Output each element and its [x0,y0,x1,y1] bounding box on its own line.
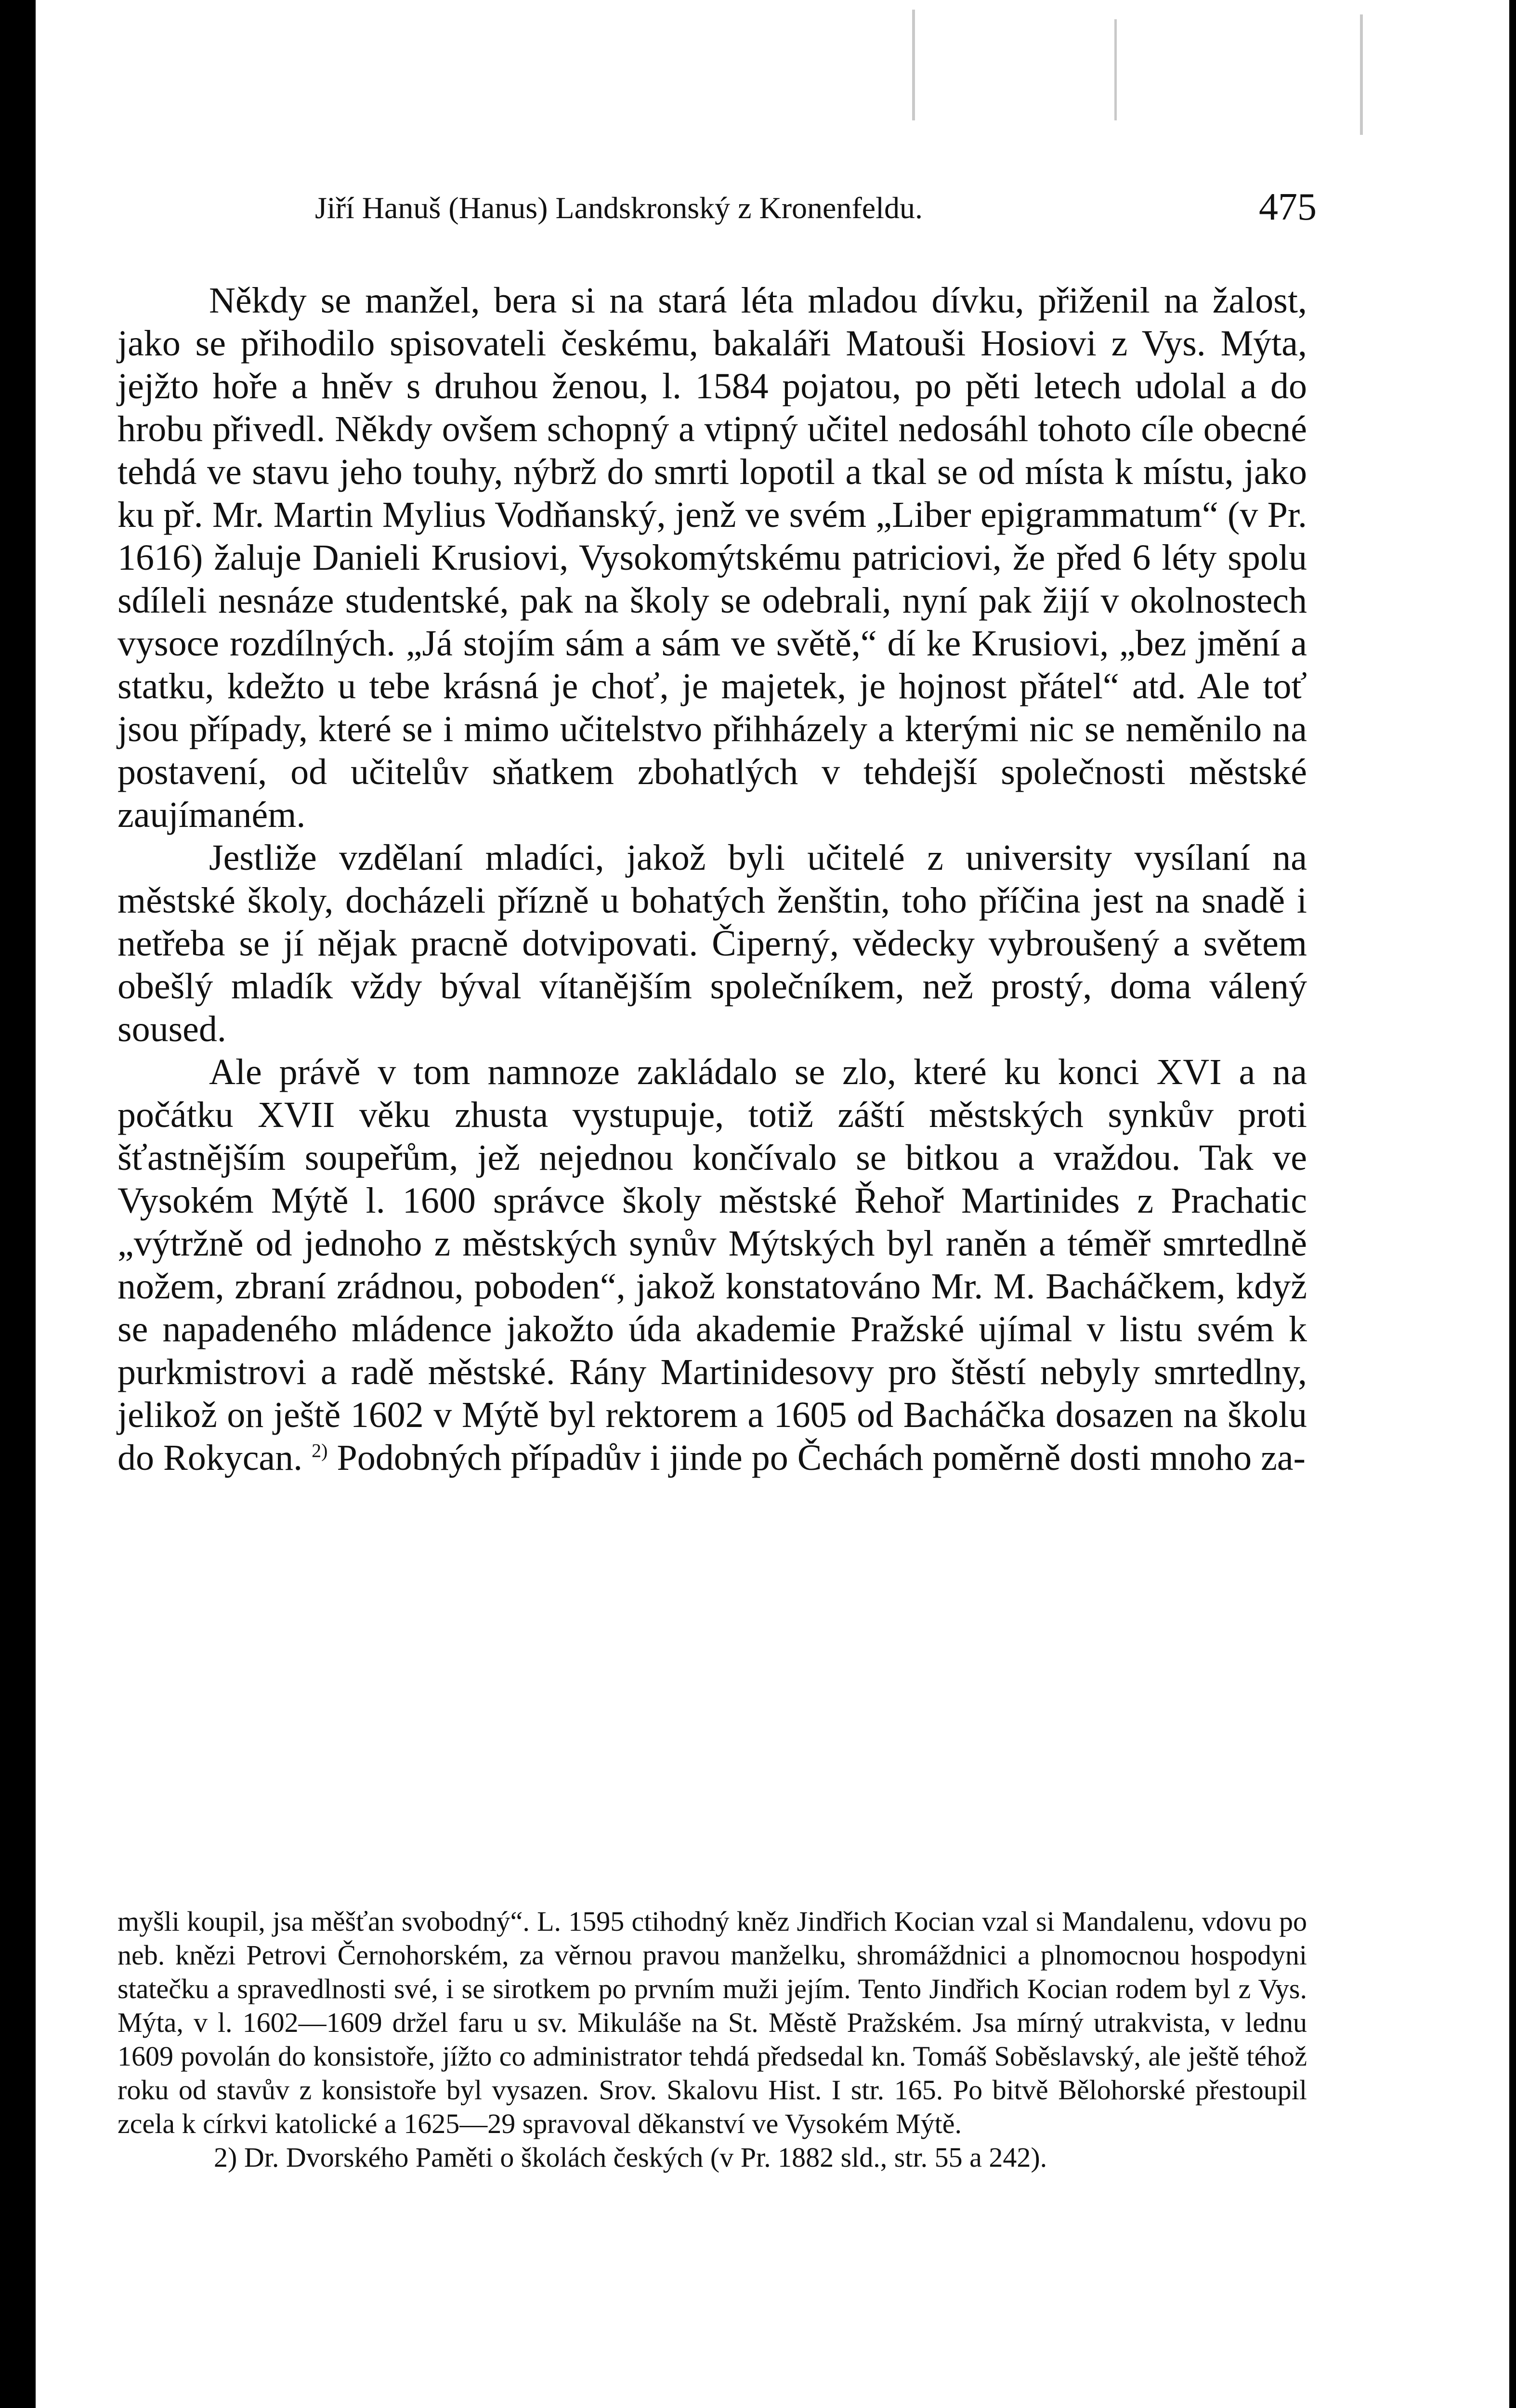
running-title: Jiří Hanuš (Hanus) Landskronský z Kronenfeldu. [315,191,923,225]
scan-edge-mark [1360,14,1363,135]
page-number: 475 [1259,186,1317,228]
footnote-reference: 2) [312,1440,328,1462]
paragraph-tail: Podobných případův i jinde po Čechách poměrně dosti mnoho za- [327,1438,1306,1478]
footnote-continued: myšli koupil, jsa měšťan svobodný“. L. 1595 ctihodný kněz Jindřich Kocian vzal si Mandalenu, vdovu po neb. knězi Petrovi Černohorském, za věrnou pravou manželku, shromáždnici a plnomocnou hospodyni statečku a spravedlnosti své, i se sirotkem po prvním muži jejím. Tento Jindřich Kocian rodem byl z Vys. Mýta, v l. 1602—1609 držel faru u sv. Mikuláše na St. Městě Pražském. Jsa mírný utrakvista, v lednu 1609 povolán do konsistoře, jížto co administrator tehdá předsedal kn. Tomáš Soběslavský, ale ještě téhož roku od stavův z konsistoře byl vysazen. Srov. Skalovu Hist. I str. 165. Po bitvě Bělohorské přestoupil zcela k církvi katolické a 1625—29 spravoval děkanství ve Vysokém Mýtě. [118,1906,1307,2139]
footnotes [118,1905,1307,2174]
book-page [36,0,1509,2408]
running-header [286,185,1317,238]
footnote-marker: 2) [214,2142,237,2173]
paragraph [118,1051,1307,1479]
main-text [118,279,1307,1479]
footnote-text: Dr. Dvorského Paměti o školách českých (v Pr. 1882 sld., str. 55 a 242). [237,2142,1047,2173]
paragraph: Jestliže vzdělaní mladíci, jakož byli učitelé z university vysílaní na městské školy, docházeli přízně u bohatých ženštin, toho příčina jest na snadě i netřeba se jí nějak pracně dotvipovati. Čiperný, vědecky vybroušený a světem obešlý mladík vždy býval vítanějším společníkem, než prostý, doma válený soused. [118,838,1307,1049]
scan-edge-mark [1114,19,1117,120]
footnote [118,2141,1307,2174]
scan-edge-mark [912,10,915,120]
paragraph-text: Ale právě v tom namnoze zakládalo se zlo, které ku konci XVI a na počátku XVII věku zhusta vystupuje, totiž záští městských synkův proti šťastnějším soupeřům, jež nejednou končívalo se bitkou a vraždou. Tak ve Vysokém Mýtě l. 1600 správce školy městské Řehoř Martinides z Prachatic „výtržně od jednoho z městských synův Mýtských byl raněn a téměř smrtedlně nožem, zbraní zrádnou, poboden“, jakož konstatováno Mr. M. Bacháčkem, když se napadeného mládence jakožto úda akademie Pražské ujímal v listu svém k purkmistrovi a radě městské. Rány Martinidesovy pro štěstí nebyly smrtedlny, jelikož on ještě 1602 v Mýtě byl rektorem a 1605 od Bacháčka dosazen na školu do Rokycan. [118,1052,1307,1478]
paragraph: Někdy se manžel, bera si na stará léta mladou dívku, přiženil na žalost, jako se přihodilo spisovateli českému, bakaláři Matouši Hosiovi z Vys. Mýta, jejžto hoře a hněv s druhou ženou, l. 1584 pojatou, po pěti letech udolal a do hrobu přivedl. Někdy ovšem schopný a vtipný učitel nedosáhl tohoto cíle obecné tehdá ve stavu jeho touhy, nýbrž do smrti lopotil a tkal se od místa k místu, jako ku př. Mr. Martin Mylius Vodňanský, jenž ve svém „Liber epigrammatum“ (v Pr. 1616) žaluje Danieli Krusiovi, Vysokomýtskému patriciovi, že před 6 léty spolu sdíleli nesnáze studentské, pak na školy se odebrali, nyní pak žijí v okolnostech vysoce rozdílných. „Já stojím sám a sám ve světě,“ dí ke Krusiovi, „bez jmění a statku, kdežto u tebe krásná je choť, je majetek, je hojnost přátel“ atd. Ale toť jsou případy, které se i mimo učitelstvo přihházely a kterými nic se neměnilo na postavení, od učitelův sňatkem zbohatlých v tehdejší společnosti městské zaujímaném. [118,280,1307,835]
